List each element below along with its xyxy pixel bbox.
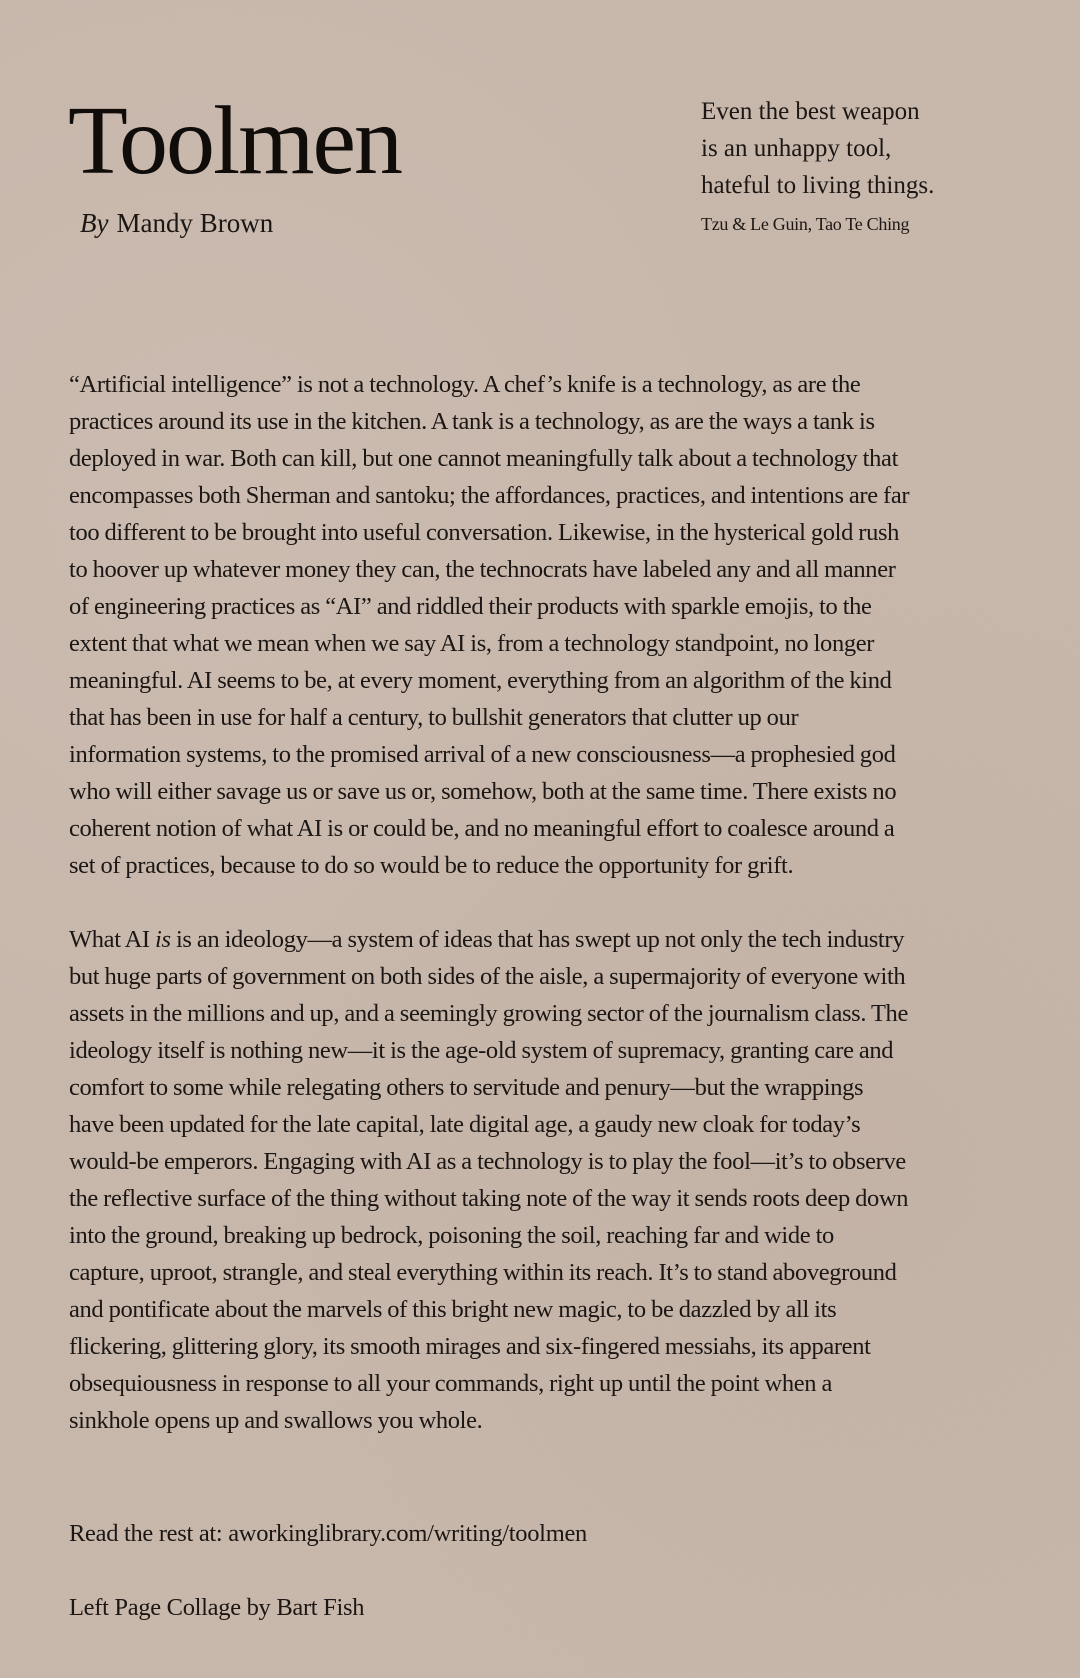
text-line: the reflective surface of the thing without taking note of the way it sends roots deep down: [69, 1185, 909, 1212]
epigraph-line: Even the best weapon: [701, 98, 920, 125]
text-line: practices around its use in the kitchen. A tank is a technology, as are the ways a tank is: [69, 408, 875, 435]
read-more-label: Read the rest at:: [69, 1520, 229, 1547]
text-line: set of practices, because to do so would be to reduce the opportunity for grift.: [69, 852, 794, 879]
text-line: and pontificate about the marvels of this bright new magic, to be dazzled by all its: [69, 1296, 837, 1323]
text-line: of engineering practices as “AI” and riddled their products with sparkle emojis, to the: [69, 593, 872, 620]
byline-prefix: By: [80, 208, 109, 238]
text-fragment: is an ideology—a system of ideas that has swept up not only the tech industry: [170, 926, 905, 953]
text-line: deployed in war. Both can kill, but one cannot meaningfully talk about a technology that: [69, 445, 899, 472]
text-line: “Artificial intelligence” is not a technology. A chef’s knife is a technology, as are the: [69, 371, 861, 398]
text-line: coherent notion of what AI is or could be, and no meaningful effort to coalesce around a: [69, 815, 895, 842]
article-body: [69, 366, 1009, 1476]
text-line: capture, uproot, strangle, and steal everything within its reach. It’s to stand aboveground: [69, 1259, 897, 1286]
author-name: Mandy Brown: [116, 208, 274, 238]
text-line: that has been in use for half a century, to bullshit generators that clutter up our: [69, 704, 799, 731]
read-more-url: aworkinglibrary.com/writing/toolmen: [228, 1520, 587, 1547]
epigraph-line: hateful to living things.: [701, 172, 935, 199]
text-line: flickering, glittering glory, its smooth mirages and six-fingered messiahs, its apparent: [69, 1333, 871, 1360]
text-line: who will either savage us or save us or, somehow, both at the same time. There exists no: [69, 778, 897, 805]
article-title: Toolmen: [68, 87, 401, 195]
collage-credit: Left Page Collage by Bart Fish: [69, 1594, 365, 1621]
text-line: too different to be brought into useful conversation. Likewise, in the hysterical gold rush: [69, 519, 900, 546]
text-line: extent that what we mean when we say AI is, from a technology standpoint, no longer: [69, 630, 875, 657]
text-line: meaningful. AI seems to be, at every moment, everything from an algorithm of the kind: [69, 667, 892, 694]
emphasis: is: [155, 926, 171, 953]
read-more: [69, 1518, 587, 1550]
epigraph-line: is an unhappy tool,: [701, 135, 892, 162]
epigraph-attribution: Tzu & Le Guin, Tao Te Ching: [701, 214, 910, 234]
text-line: ideology itself is nothing new—it is the age-old system of supremacy, granting care and: [69, 1037, 894, 1064]
text-line: but huge parts of government on both sides of the aisle, a supermajority of everyone with: [69, 963, 906, 990]
text-fragment: What AI: [69, 926, 156, 953]
text-line: [69, 921, 1009, 958]
paragraph-2: [69, 921, 1009, 1439]
paragraph-1: [69, 366, 1009, 884]
text-line: to hoover up whatever money they can, the technocrats have labeled any and all manner: [69, 556, 896, 583]
text-line: assets in the millions and up, and a seemingly growing sector of the journalism class. The: [69, 1000, 908, 1027]
text-line: into the ground, breaking up bedrock, poisoning the soil, reaching far and wide to: [69, 1222, 834, 1249]
text-line: sinkhole opens up and swallows you whole.: [69, 1407, 483, 1434]
text-line: comfort to some while relegating others to servitude and penury—but the wrappings: [69, 1074, 864, 1101]
byline: [80, 207, 273, 239]
epigraph: [701, 93, 1041, 236]
text-line: have been updated for the late capital, late digital age, a gaudy new cloak for today’s: [69, 1111, 861, 1138]
text-line: encompasses both Sherman and santoku; the affordances, practices, and intentions are far: [69, 482, 910, 509]
text-line: obsequiousness in response to all your commands, right up until the point when a: [69, 1370, 833, 1397]
text-line: information systems, to the promised arrival of a new consciousness—a prophesied god: [69, 741, 896, 768]
text-line: would-be emperors. Engaging with AI as a technology is to play the fool—it’s to observe: [69, 1148, 906, 1175]
